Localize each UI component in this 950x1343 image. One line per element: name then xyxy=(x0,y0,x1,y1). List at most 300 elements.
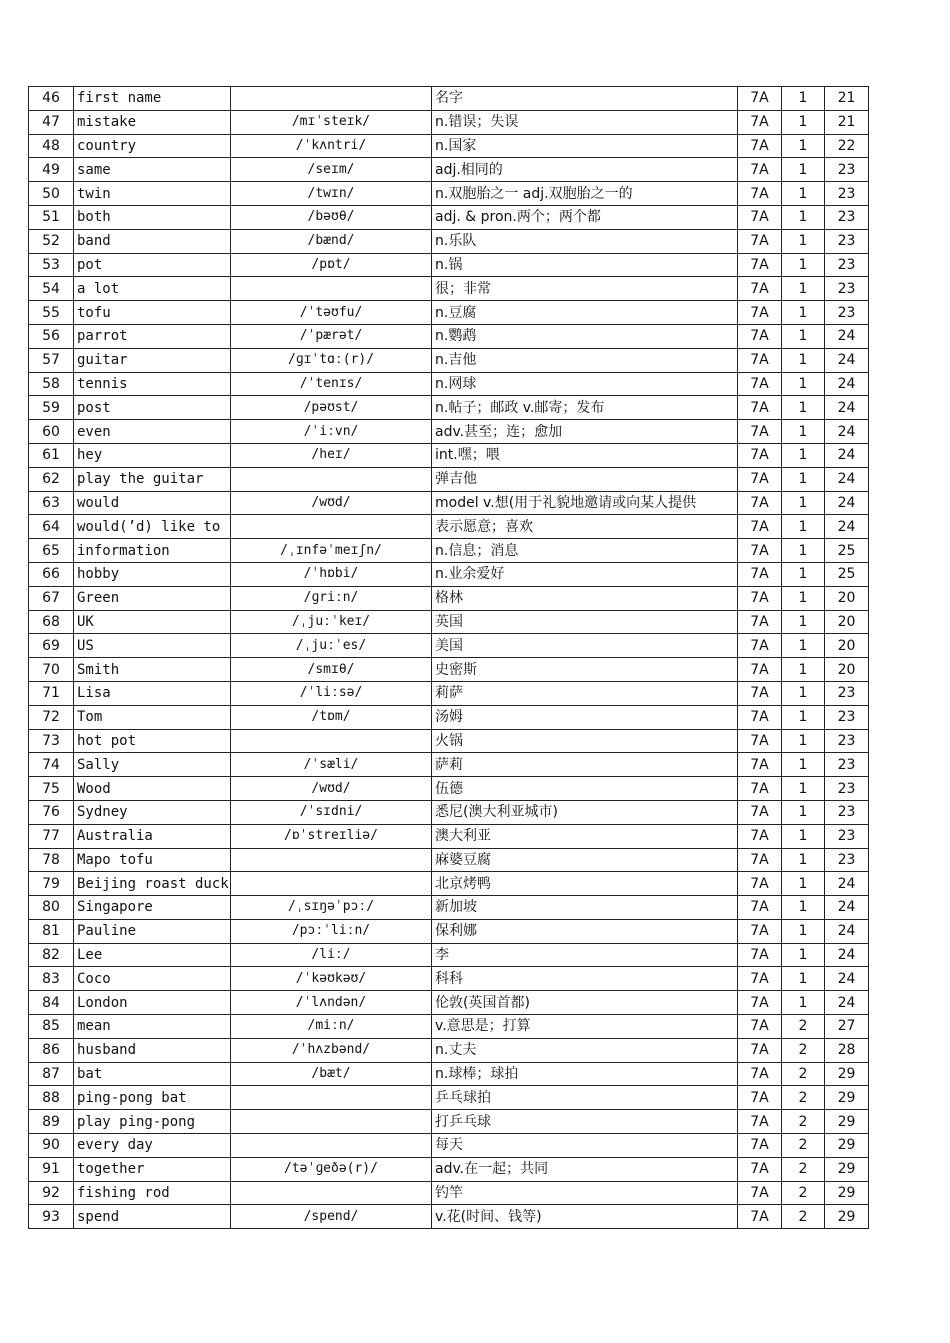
meaning-cell: n.信息；消息 xyxy=(432,539,738,563)
page-cell: 27 xyxy=(825,1015,869,1039)
table-row xyxy=(29,348,869,372)
table-row xyxy=(29,1205,869,1229)
phonetic-cell: /ˌsɪŋəˈpɔː/ xyxy=(231,896,432,920)
phonetic-cell: /wʊd/ xyxy=(231,777,432,801)
page-cell: 23 xyxy=(825,182,869,206)
meaning-cell: model v.想(用于礼貌地邀请或向某人提供 xyxy=(432,491,738,515)
table-row xyxy=(29,396,869,420)
unit-cell: 1 xyxy=(782,205,825,229)
phonetic-cell: /miːn/ xyxy=(231,1015,432,1039)
phonetic-cell: /ˌjuːˈkeɪ/ xyxy=(231,610,432,634)
unit-cell: 2 xyxy=(782,1205,825,1229)
page-cell: 24 xyxy=(825,348,869,372)
page-cell: 23 xyxy=(825,800,869,824)
word-cell: parrot xyxy=(74,324,231,348)
phonetic-cell: /təˈɡeðə(r)/ xyxy=(231,1157,432,1181)
row-number-cell: 68 xyxy=(29,610,74,634)
table-row xyxy=(29,848,869,872)
unit-cell: 2 xyxy=(782,1062,825,1086)
page-cell: 21 xyxy=(825,110,869,134)
unit-cell: 2 xyxy=(782,1038,825,1062)
grade-cell: 7A xyxy=(738,943,782,967)
row-number-cell: 46 xyxy=(29,87,74,111)
page-cell: 24 xyxy=(825,515,869,539)
meaning-cell: 萨莉 xyxy=(432,753,738,777)
page-cell: 23 xyxy=(825,705,869,729)
page-cell: 24 xyxy=(825,872,869,896)
row-number-cell: 58 xyxy=(29,372,74,396)
table-row xyxy=(29,372,869,396)
phonetic-cell: /pɔːˈliːn/ xyxy=(231,919,432,943)
unit-cell: 1 xyxy=(782,967,825,991)
table-row xyxy=(29,1157,869,1181)
grade-cell: 7A xyxy=(738,610,782,634)
grade-cell: 7A xyxy=(738,205,782,229)
table-row xyxy=(29,491,869,515)
unit-cell: 2 xyxy=(782,1110,825,1134)
phonetic-cell: /bænd/ xyxy=(231,229,432,253)
phonetic-cell xyxy=(231,1134,432,1158)
phonetic-cell: /smɪθ/ xyxy=(231,658,432,682)
meaning-cell: 弹吉他 xyxy=(432,467,738,491)
table-row xyxy=(29,872,869,896)
row-number-cell: 81 xyxy=(29,919,74,943)
row-number-cell: 93 xyxy=(29,1205,74,1229)
phonetic-cell xyxy=(231,848,432,872)
phonetic-cell: /ˌjuːˈes/ xyxy=(231,634,432,658)
row-number-cell: 49 xyxy=(29,158,74,182)
unit-cell: 1 xyxy=(782,158,825,182)
grade-cell: 7A xyxy=(738,301,782,325)
word-cell: mistake xyxy=(74,110,231,134)
grade-cell: 7A xyxy=(738,777,782,801)
page-cell: 29 xyxy=(825,1157,869,1181)
row-number-cell: 77 xyxy=(29,824,74,848)
meaning-cell: 新加坡 xyxy=(432,896,738,920)
word-cell: Sally xyxy=(74,753,231,777)
row-number-cell: 64 xyxy=(29,515,74,539)
page-cell: 23 xyxy=(825,229,869,253)
table-row xyxy=(29,586,869,610)
meaning-cell: 保利娜 xyxy=(432,919,738,943)
row-number-cell: 80 xyxy=(29,896,74,920)
grade-cell: 7A xyxy=(738,729,782,753)
grade-cell: 7A xyxy=(738,372,782,396)
phonetic-cell: /ɡriːn/ xyxy=(231,586,432,610)
word-cell: Wood xyxy=(74,777,231,801)
page-cell: 23 xyxy=(825,277,869,301)
phonetic-cell: /ˈhʌzbənd/ xyxy=(231,1038,432,1062)
unit-cell: 1 xyxy=(782,515,825,539)
word-cell: US xyxy=(74,634,231,658)
page-cell: 25 xyxy=(825,539,869,563)
word-cell: would xyxy=(74,491,231,515)
phonetic-cell: /ˈliːsə/ xyxy=(231,681,432,705)
table-row xyxy=(29,562,869,586)
grade-cell: 7A xyxy=(738,1062,782,1086)
row-number-cell: 59 xyxy=(29,396,74,420)
word-cell: post xyxy=(74,396,231,420)
phonetic-cell: /twɪn/ xyxy=(231,182,432,206)
meaning-cell: n.业余爱好 xyxy=(432,562,738,586)
grade-cell: 7A xyxy=(738,634,782,658)
grade-cell: 7A xyxy=(738,824,782,848)
table-row xyxy=(29,729,869,753)
table-row xyxy=(29,919,869,943)
meaning-cell: 很；非常 xyxy=(432,277,738,301)
row-number-cell: 86 xyxy=(29,1038,74,1062)
table-row xyxy=(29,658,869,682)
unit-cell: 1 xyxy=(782,372,825,396)
meaning-cell: adv.在一起；共同 xyxy=(432,1157,738,1181)
row-number-cell: 60 xyxy=(29,420,74,444)
row-number-cell: 73 xyxy=(29,729,74,753)
row-number-cell: 79 xyxy=(29,872,74,896)
page-cell: 20 xyxy=(825,658,869,682)
grade-cell: 7A xyxy=(738,991,782,1015)
phonetic-cell: /ˌɪnfəˈmeɪʃn/ xyxy=(231,539,432,563)
phonetic-cell: /seɪm/ xyxy=(231,158,432,182)
row-number-cell: 75 xyxy=(29,777,74,801)
phonetic-cell: /ˈkʌntri/ xyxy=(231,134,432,158)
word-cell: hey xyxy=(74,443,231,467)
phonetic-cell xyxy=(231,1181,432,1205)
meaning-cell: adv.甚至；连；愈加 xyxy=(432,420,738,444)
table-row xyxy=(29,87,869,111)
unit-cell: 1 xyxy=(782,705,825,729)
page-cell: 24 xyxy=(825,896,869,920)
row-number-cell: 65 xyxy=(29,539,74,563)
grade-cell: 7A xyxy=(738,515,782,539)
unit-cell: 1 xyxy=(782,610,825,634)
row-number-cell: 82 xyxy=(29,943,74,967)
grade-cell: 7A xyxy=(738,753,782,777)
meaning-cell: 英国 xyxy=(432,610,738,634)
phonetic-cell xyxy=(231,87,432,111)
word-cell: Green xyxy=(74,586,231,610)
unit-cell: 2 xyxy=(782,1181,825,1205)
row-number-cell: 69 xyxy=(29,634,74,658)
table-row xyxy=(29,800,869,824)
row-number-cell: 47 xyxy=(29,110,74,134)
word-cell: even xyxy=(74,420,231,444)
phonetic-cell: /heɪ/ xyxy=(231,443,432,467)
word-cell: ping-pong bat xyxy=(74,1086,231,1110)
row-number-cell: 84 xyxy=(29,991,74,1015)
word-cell: first name xyxy=(74,87,231,111)
table-row xyxy=(29,324,869,348)
unit-cell: 1 xyxy=(782,586,825,610)
grade-cell: 7A xyxy=(738,134,782,158)
grade-cell: 7A xyxy=(738,848,782,872)
table-row xyxy=(29,277,869,301)
unit-cell: 1 xyxy=(782,943,825,967)
row-number-cell: 56 xyxy=(29,324,74,348)
phonetic-cell xyxy=(231,872,432,896)
word-cell: would(’d) like to xyxy=(74,515,231,539)
table-row xyxy=(29,1015,869,1039)
phonetic-cell: /mɪˈsteɪk/ xyxy=(231,110,432,134)
row-number-cell: 78 xyxy=(29,848,74,872)
meaning-cell: 伦敦(英国首都) xyxy=(432,991,738,1015)
page-cell: 23 xyxy=(825,753,869,777)
unit-cell: 1 xyxy=(782,253,825,277)
page-cell: 21 xyxy=(825,87,869,111)
phonetic-cell xyxy=(231,1086,432,1110)
unit-cell: 1 xyxy=(782,753,825,777)
page-cell: 24 xyxy=(825,396,869,420)
page-cell: 23 xyxy=(825,253,869,277)
meaning-cell: 火锅 xyxy=(432,729,738,753)
phonetic-cell: /ˈhɒbi/ xyxy=(231,562,432,586)
row-number-cell: 90 xyxy=(29,1134,74,1158)
page-cell: 24 xyxy=(825,919,869,943)
row-number-cell: 53 xyxy=(29,253,74,277)
word-cell: bat xyxy=(74,1062,231,1086)
row-number-cell: 54 xyxy=(29,277,74,301)
table-row xyxy=(29,967,869,991)
grade-cell: 7A xyxy=(738,1038,782,1062)
unit-cell: 1 xyxy=(782,777,825,801)
unit-cell: 1 xyxy=(782,848,825,872)
word-cell: Tom xyxy=(74,705,231,729)
meaning-cell: 悉尼(澳大利亚城市) xyxy=(432,800,738,824)
phonetic-cell: /ˈsɪdni/ xyxy=(231,800,432,824)
unit-cell: 1 xyxy=(782,420,825,444)
meaning-cell: 史密斯 xyxy=(432,658,738,682)
grade-cell: 7A xyxy=(738,967,782,991)
page-cell: 20 xyxy=(825,634,869,658)
phonetic-cell: /wʊd/ xyxy=(231,491,432,515)
page-cell: 24 xyxy=(825,491,869,515)
unit-cell: 1 xyxy=(782,919,825,943)
page-cell: 29 xyxy=(825,1062,869,1086)
phonetic-cell xyxy=(231,467,432,491)
table-row xyxy=(29,301,869,325)
page-cell: 29 xyxy=(825,1181,869,1205)
word-cell: Sydney xyxy=(74,800,231,824)
meaning-cell: 打乒乓球 xyxy=(432,1110,738,1134)
meaning-cell: 北京烤鸭 xyxy=(432,872,738,896)
meaning-cell: n.丈夫 xyxy=(432,1038,738,1062)
unit-cell: 1 xyxy=(782,658,825,682)
table-row xyxy=(29,1062,869,1086)
word-cell: UK xyxy=(74,610,231,634)
grade-cell: 7A xyxy=(738,1157,782,1181)
word-cell: Coco xyxy=(74,967,231,991)
row-number-cell: 50 xyxy=(29,182,74,206)
grade-cell: 7A xyxy=(738,1134,782,1158)
row-number-cell: 52 xyxy=(29,229,74,253)
table-row xyxy=(29,182,869,206)
table-row xyxy=(29,205,869,229)
phonetic-cell: /ɡɪˈtɑː(r)/ xyxy=(231,348,432,372)
meaning-cell: 乒乓球拍 xyxy=(432,1086,738,1110)
unit-cell: 1 xyxy=(782,110,825,134)
word-cell: both xyxy=(74,205,231,229)
page-cell: 23 xyxy=(825,824,869,848)
phonetic-cell: /pɒt/ xyxy=(231,253,432,277)
page-cell: 29 xyxy=(825,1205,869,1229)
meaning-cell: n.国家 xyxy=(432,134,738,158)
table-row xyxy=(29,777,869,801)
meaning-cell: n.网球 xyxy=(432,372,738,396)
unit-cell: 1 xyxy=(782,729,825,753)
vocabulary-rows xyxy=(29,87,869,1229)
grade-cell: 7A xyxy=(738,705,782,729)
meaning-cell: n.帖子；邮政 v.邮寄；发布 xyxy=(432,396,738,420)
row-number-cell: 70 xyxy=(29,658,74,682)
phonetic-cell: /spend/ xyxy=(231,1205,432,1229)
vocabulary-table xyxy=(28,86,869,1229)
row-number-cell: 63 xyxy=(29,491,74,515)
page-cell: 23 xyxy=(825,777,869,801)
meaning-cell: n.吉他 xyxy=(432,348,738,372)
grade-cell: 7A xyxy=(738,586,782,610)
unit-cell: 2 xyxy=(782,1157,825,1181)
table-row xyxy=(29,824,869,848)
phonetic-cell: /ˈtəʊfu/ xyxy=(231,301,432,325)
grade-cell: 7A xyxy=(738,348,782,372)
word-cell: tennis xyxy=(74,372,231,396)
page-cell: 28 xyxy=(825,1038,869,1062)
word-cell: husband xyxy=(74,1038,231,1062)
grade-cell: 7A xyxy=(738,443,782,467)
grade-cell: 7A xyxy=(738,800,782,824)
table-row xyxy=(29,420,869,444)
phonetic-cell: /pəʊst/ xyxy=(231,396,432,420)
meaning-cell: 澳大利亚 xyxy=(432,824,738,848)
grade-cell: 7A xyxy=(738,681,782,705)
meaning-cell: adj. & pron.两个；两个都 xyxy=(432,205,738,229)
grade-cell: 7A xyxy=(738,324,782,348)
meaning-cell: v.意思是；打算 xyxy=(432,1015,738,1039)
word-cell: Beijing roast duck xyxy=(74,872,231,896)
unit-cell: 1 xyxy=(782,824,825,848)
phonetic-cell: /bæt/ xyxy=(231,1062,432,1086)
grade-cell: 7A xyxy=(738,1110,782,1134)
page-cell: 23 xyxy=(825,681,869,705)
page-cell: 24 xyxy=(825,467,869,491)
word-cell: fishing rod xyxy=(74,1181,231,1205)
grade-cell: 7A xyxy=(738,467,782,491)
unit-cell: 1 xyxy=(782,324,825,348)
grade-cell: 7A xyxy=(738,182,782,206)
meaning-cell: n.鹦鹉 xyxy=(432,324,738,348)
word-cell: Pauline xyxy=(74,919,231,943)
page-cell: 23 xyxy=(825,158,869,182)
grade-cell: 7A xyxy=(738,277,782,301)
meaning-cell: n.乐队 xyxy=(432,229,738,253)
phonetic-cell xyxy=(231,515,432,539)
phonetic-cell xyxy=(231,277,432,301)
phonetic-cell: /ˈlʌndən/ xyxy=(231,991,432,1015)
meaning-cell: 格林 xyxy=(432,586,738,610)
phonetic-cell: /tɒm/ xyxy=(231,705,432,729)
page-cell: 23 xyxy=(825,729,869,753)
table-row xyxy=(29,443,869,467)
phonetic-cell: /ˈtenɪs/ xyxy=(231,372,432,396)
phonetic-cell: /bəʊθ/ xyxy=(231,205,432,229)
table-row xyxy=(29,753,869,777)
word-cell: Smith xyxy=(74,658,231,682)
unit-cell: 1 xyxy=(782,634,825,658)
row-number-cell: 76 xyxy=(29,800,74,824)
meaning-cell: 汤姆 xyxy=(432,705,738,729)
row-number-cell: 74 xyxy=(29,753,74,777)
table-row xyxy=(29,896,869,920)
word-cell: hot pot xyxy=(74,729,231,753)
word-cell: play the guitar xyxy=(74,467,231,491)
grade-cell: 7A xyxy=(738,87,782,111)
table-row xyxy=(29,515,869,539)
row-number-cell: 83 xyxy=(29,967,74,991)
table-row xyxy=(29,134,869,158)
phonetic-cell xyxy=(231,1110,432,1134)
unit-cell: 1 xyxy=(782,348,825,372)
word-cell: Singapore xyxy=(74,896,231,920)
unit-cell: 1 xyxy=(782,301,825,325)
word-cell: country xyxy=(74,134,231,158)
meaning-cell: n.锅 xyxy=(432,253,738,277)
grade-cell: 7A xyxy=(738,420,782,444)
unit-cell: 1 xyxy=(782,182,825,206)
meaning-cell: 名字 xyxy=(432,87,738,111)
unit-cell: 1 xyxy=(782,872,825,896)
meaning-cell: 伍德 xyxy=(432,777,738,801)
word-cell: twin xyxy=(74,182,231,206)
unit-cell: 1 xyxy=(782,491,825,515)
phonetic-cell: /ɒˈstreɪliə/ xyxy=(231,824,432,848)
table-row xyxy=(29,110,869,134)
unit-cell: 1 xyxy=(782,134,825,158)
word-cell: hobby xyxy=(74,562,231,586)
page-cell: 29 xyxy=(825,1110,869,1134)
grade-cell: 7A xyxy=(738,896,782,920)
word-cell: pot xyxy=(74,253,231,277)
row-number-cell: 48 xyxy=(29,134,74,158)
grade-cell: 7A xyxy=(738,158,782,182)
word-cell: Lisa xyxy=(74,681,231,705)
table-row xyxy=(29,158,869,182)
page-cell: 23 xyxy=(825,205,869,229)
table-row xyxy=(29,539,869,563)
row-number-cell: 89 xyxy=(29,1110,74,1134)
meaning-cell: n.错误；失误 xyxy=(432,110,738,134)
meaning-cell: int.嘿；喂 xyxy=(432,443,738,467)
grade-cell: 7A xyxy=(738,872,782,896)
page-cell: 23 xyxy=(825,848,869,872)
row-number-cell: 57 xyxy=(29,348,74,372)
page-cell: 22 xyxy=(825,134,869,158)
phonetic-cell: /ˈsæli/ xyxy=(231,753,432,777)
table-row xyxy=(29,634,869,658)
row-number-cell: 87 xyxy=(29,1062,74,1086)
grade-cell: 7A xyxy=(738,562,782,586)
row-number-cell: 88 xyxy=(29,1086,74,1110)
grade-cell: 7A xyxy=(738,1205,782,1229)
unit-cell: 1 xyxy=(782,562,825,586)
meaning-cell: 李 xyxy=(432,943,738,967)
page-cell: 23 xyxy=(825,301,869,325)
page-cell: 29 xyxy=(825,1086,869,1110)
grade-cell: 7A xyxy=(738,110,782,134)
word-cell: every day xyxy=(74,1134,231,1158)
page-cell: 20 xyxy=(825,610,869,634)
table-row xyxy=(29,1134,869,1158)
grade-cell: 7A xyxy=(738,229,782,253)
table-row xyxy=(29,705,869,729)
